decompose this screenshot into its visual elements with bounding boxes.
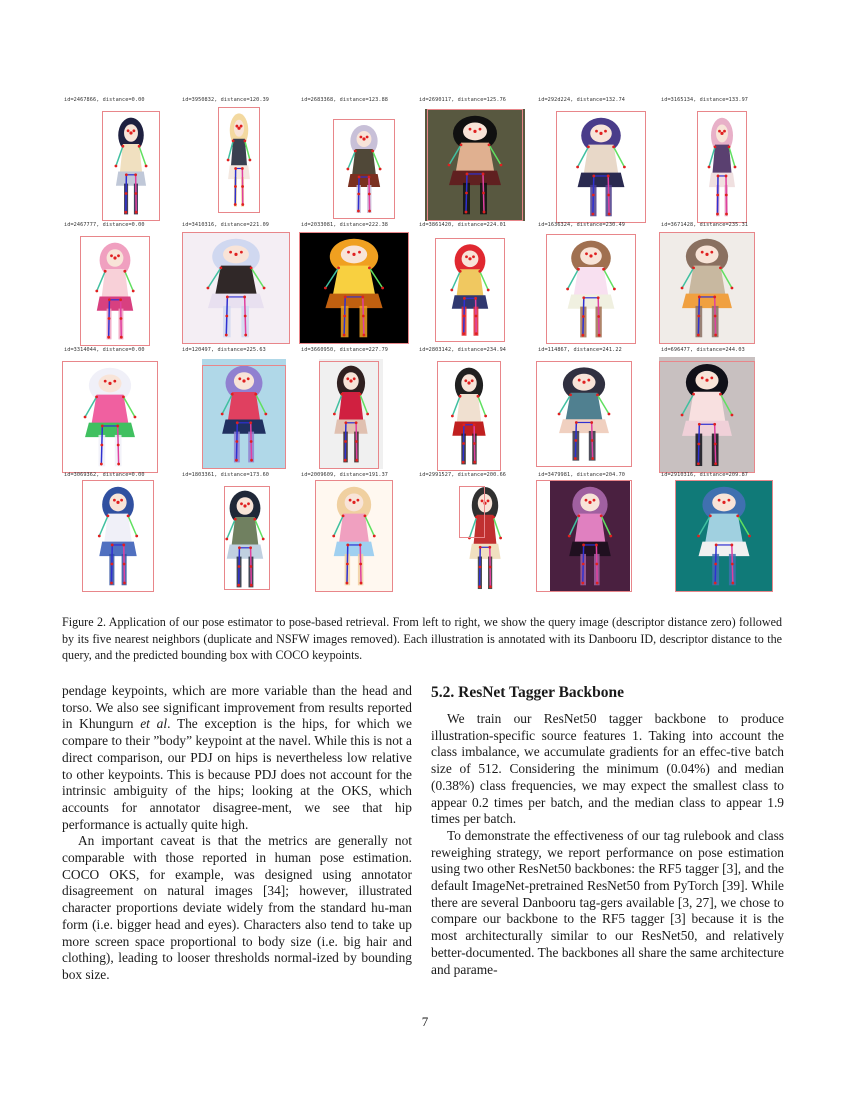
danbooru-id-distance-label: id=2033081, distance=222.38 xyxy=(301,222,389,228)
danbooru-id-distance-label: id=3861420, distance=224.01 xyxy=(419,222,507,228)
bounding-box xyxy=(333,119,395,219)
bounding-box xyxy=(182,232,290,344)
neighbor-image-cell xyxy=(536,347,654,472)
danbooru-id-distance-label: id=3671428, distance=235.31 xyxy=(661,222,749,228)
bounding-box xyxy=(102,111,160,221)
danbooru-id-distance-label: id=2467777, distance=0.00 xyxy=(64,222,145,228)
neighbor-image-cell xyxy=(299,472,417,597)
text-run: et al xyxy=(140,716,168,732)
neighbor-image-cell xyxy=(417,472,535,597)
bounding-box xyxy=(536,361,632,467)
bounding-box xyxy=(659,361,755,473)
danbooru-id-distance-label: id=2690117, distance=125.76 xyxy=(419,97,507,103)
bounding-box xyxy=(319,361,379,469)
retrieval-row xyxy=(62,472,778,597)
bounding-box xyxy=(546,234,636,344)
danbooru-id-distance-label: id=1636324, distance=230.49 xyxy=(538,222,626,228)
bounding-box xyxy=(536,480,632,592)
query-image-cell xyxy=(62,97,180,222)
neighbor-image-cell xyxy=(299,222,417,347)
section-title-5-2: 5.2. ResNet Tagger Backbone xyxy=(431,684,625,701)
bounding-box xyxy=(675,480,773,592)
bounding-box xyxy=(435,238,505,342)
right-column-paragraph xyxy=(431,711,784,828)
danbooru-id-distance-label: id=3069362, distance=0.00 xyxy=(64,472,145,478)
danbooru-id-distance-label: id=3950832, distance=120.39 xyxy=(182,97,270,103)
bounding-box xyxy=(437,361,501,471)
text-run: An important caveat is that the metrics are generally not comparable with those reported in human pose estimation. COCO OKS, for example, was designed using annotator disagreement on natural images [34]; however, illustrated character proportions deviate widely from the standard hu-man form (i.e. bigger head and eyes). Characters also tend to take up more screen space proportional to body size (i.e. big hair and clothing), leading to looser thresholds normal-ized by bounding box size. xyxy=(62,833,412,982)
danbooru-id-distance-label: id=2467866, distance=0.00 xyxy=(64,97,145,103)
danbooru-id-distance-label: id=3479981, distance=204.70 xyxy=(538,472,626,478)
figure-caption: Figure 2. Application of our pose estimator to pose-based retrieval. From left to right, we show the query image (descriptor distance zero) followed by its five nearest neighbors (duplicate and NSFW images removed). Each illustration is annotated with its Danbooru ID, descriptor distance to the query, and the predicted bounding box with COCO keypoints. xyxy=(62,615,782,662)
neighbor-image-cell xyxy=(659,222,777,347)
retrieval-row xyxy=(62,222,778,347)
left-column xyxy=(62,683,412,984)
text-run: . The exception is the hips, for which we compare to their ”body” keypoint at the navel. While this is not a direct comparison, our PDJ on hips is nevertheless low relative to other keypoints. This is because PDJ does not account for the intrinsic ambiguity of the hips; looking at the OKS, which accounts for annotator disagree-ment, we see that hip performance is actually quite high. xyxy=(62,716,412,832)
neighbor-image-cell xyxy=(180,222,298,347)
danbooru-id-distance-label: id=3660950, distance=227.79 xyxy=(301,347,389,353)
query-image-cell xyxy=(62,347,180,472)
danbooru-id-distance-label: id=2910316, distance=209.87 xyxy=(661,472,749,478)
query-image-cell xyxy=(62,472,180,597)
neighbor-image-cell xyxy=(417,347,535,472)
retrieval-row xyxy=(62,97,778,222)
text-run: pendage keypoints, which are more variable than the head and torso. We also see significant improvement from results reported in Khungurn xyxy=(62,683,412,732)
neighbor-image-cell xyxy=(659,472,777,597)
figure-2-pose-retrieval-grid xyxy=(62,97,778,597)
danbooru-id-distance-label: id=2683368, distance=123.88 xyxy=(301,97,389,103)
left-column-paragraph xyxy=(62,683,412,833)
bounding-box xyxy=(459,486,485,538)
danbooru-id-distance-label: id=292d224, distance=132.74 xyxy=(538,97,626,103)
bounding-box xyxy=(202,365,286,469)
bounding-box xyxy=(427,109,523,221)
danbooru-id-distance-label: id=3410316, distance=221.09 xyxy=(182,222,270,228)
bounding-box xyxy=(224,486,270,590)
bounding-box xyxy=(62,361,158,473)
neighbor-image-cell xyxy=(659,347,777,472)
neighbor-image-cell xyxy=(180,347,298,472)
bounding-box xyxy=(659,232,755,344)
bounding-box xyxy=(556,111,646,223)
danbooru-id-distance-label: id=696477, distance=244.03 xyxy=(661,347,745,353)
danbooru-id-distance-label: id=3314044, distance=0.00 xyxy=(64,347,145,353)
retrieval-row xyxy=(62,347,778,472)
neighbor-image-cell xyxy=(417,222,535,347)
bounding-box xyxy=(82,480,154,592)
left-column-paragraph xyxy=(62,833,412,983)
bounding-box xyxy=(218,107,260,213)
right-column xyxy=(431,683,784,978)
bounding-box xyxy=(299,232,409,344)
danbooru-id-distance-label: id=120497, distance=225.63 xyxy=(182,347,266,353)
neighbor-image-cell xyxy=(299,347,417,472)
text-run: We train our ResNet50 tagger backbone to produce illustration-specific source features 1. Taking into account the class imbalance, we accumulate gradients for an effec-tive batch size of 512. Considering the minimum (0.04%) and median (0.38%) class frequencies, we may expect the smallest class to appear 0.2 times per batch, and the median class to appear 1.9 times per batch. xyxy=(431,711,784,827)
danbooru-id-distance-label: id=114867, distance=241.22 xyxy=(538,347,622,353)
neighbor-image-cell xyxy=(299,97,417,222)
right-column-paragraph xyxy=(431,828,784,978)
query-image-cell xyxy=(62,222,180,347)
neighbor-image-cell xyxy=(417,97,535,222)
neighbor-image-cell xyxy=(536,97,654,222)
danbooru-id-distance-label: id=2009609, distance=191.37 xyxy=(301,472,389,478)
bounding-box xyxy=(315,480,393,592)
danbooru-id-distance-label: id=3165134, distance=133.97 xyxy=(661,97,749,103)
neighbor-image-cell xyxy=(180,472,298,597)
text-run: To demonstrate the effectiveness of our tag rulebook and class reweighing strategy, we report performance on pose estimation using two other ResNet50 backbones: the RF5 tagger [3], and the default ImageNet-pretrained ResNet50 from PyTorch [39]. While there are several Danbooru tag-gers available [3, 27], we chose to compare our backbone to the RF5 tagger [3] because it is the most architecturally similar to our ResNet50, and relatively better-documented. The backbones all share the same architecture and parame- xyxy=(431,827,784,977)
danbooru-id-distance-label: id=2803142, distance=234.94 xyxy=(419,347,507,353)
neighbor-image-cell xyxy=(180,97,298,222)
neighbor-image-cell xyxy=(536,222,654,347)
danbooru-id-distance-label: id=2991527, distance=200.66 xyxy=(419,472,507,478)
neighbor-image-cell xyxy=(536,472,654,597)
page-number: 7 xyxy=(421,1014,429,1029)
bounding-box xyxy=(697,111,747,223)
bounding-box xyxy=(80,236,150,346)
danbooru-id-distance-label: id=1803361, distance=173.60 xyxy=(182,472,270,478)
neighbor-image-cell xyxy=(659,97,777,222)
